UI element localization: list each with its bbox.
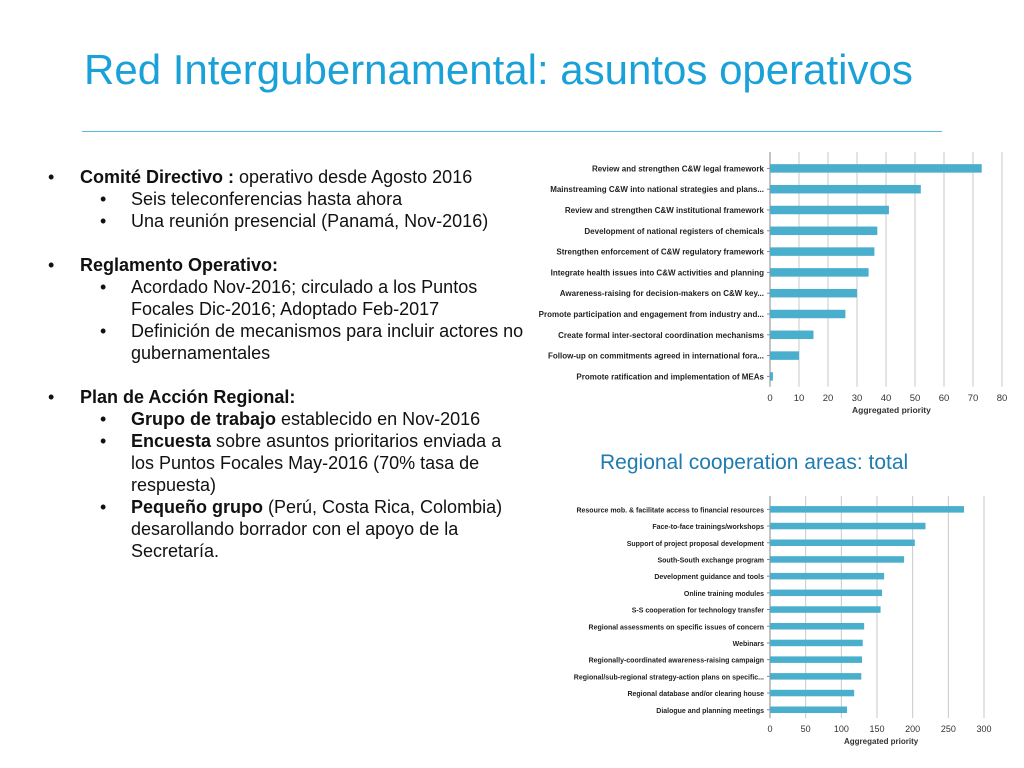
bar <box>770 247 874 256</box>
category-label: Resource mob. & facilitate access to financial resources <box>576 507 764 515</box>
bar <box>770 310 845 319</box>
sub-item: • Seis teleconferencias hasta ahora <box>80 188 528 210</box>
x-tick-label: 250 <box>940 724 956 735</box>
category-label: Mainstreaming C&W into national strategies and plans... <box>550 185 764 195</box>
bar <box>770 640 863 647</box>
x-tick-label: 150 <box>869 724 885 735</box>
x-tick-label: 30 <box>851 392 863 404</box>
category-label: South-South exchange program <box>657 557 764 565</box>
x-tick-label: 10 <box>793 392 805 404</box>
bar <box>770 289 857 298</box>
category-label: Review and strengthen C&W institutional framework <box>564 206 764 215</box>
x-tick-label: 200 <box>905 724 921 735</box>
category-label: Regional assessments on specific issues of concern <box>588 624 764 632</box>
bar <box>770 206 889 215</box>
slide-title: Red Intergubernamental: asuntos operativos <box>84 46 913 93</box>
sub-item: • Acordado Nov-2016; circulado a los Puntos Focales Dic-2016; Adoptado Feb-2017 <box>80 276 528 320</box>
x-tick-label: 40 <box>880 392 892 404</box>
x-axis-label: Aggregated priority <box>844 737 919 747</box>
bar <box>770 707 847 714</box>
category-label: Regional database and/or clearing house <box>627 691 764 699</box>
bar <box>770 690 854 697</box>
bullet-heading: Plan de Acción Regional: <box>80 387 296 407</box>
bullet-heading: Comité Directivo : <box>80 167 235 187</box>
category-label: Promote ratification and implementation of MEAs <box>576 372 764 382</box>
x-tick-label: 50 <box>800 724 811 735</box>
title-divider <box>82 131 942 132</box>
category-label: Strengthen enforcement of C&W regulatory framework <box>556 247 764 257</box>
category-label: Follow-up on commitments agreed in international fora... <box>547 351 764 361</box>
bullet-list <box>48 166 528 562</box>
category-label: Regional/sub-regional strategy-action plans on specific... <box>573 674 764 682</box>
x-tick-label: 70 <box>967 392 979 404</box>
bar <box>770 506 964 512</box>
bullet-heading-rest: operativo desde Agosto 2016 <box>234 167 473 187</box>
sub-item: • Pequeño grupo (Perú, Costa Rica, Colombia) desarollando borrador con el apoyo de la Secretaría. <box>80 496 528 562</box>
bar <box>770 523 926 530</box>
x-tick-label: 0 <box>767 724 773 735</box>
category-label: Dialogue and planning meetings <box>656 707 764 715</box>
bar <box>770 556 904 563</box>
bullet-operating-rules <box>48 254 528 364</box>
bar <box>770 227 877 236</box>
x-axis-label: Aggregated priority <box>852 404 931 415</box>
category-label: S-S cooperation for technology transfer <box>631 607 764 615</box>
category-label: Development of national registers of chemicals <box>584 226 764 236</box>
bar <box>770 372 773 381</box>
category-label: Review and strengthen C&W legal framework <box>591 164 764 174</box>
category-label: Webinars <box>732 640 764 648</box>
category-label: Face-to-face trainings/workshops <box>652 524 764 532</box>
category-label: Regionally-coordinated awareness-raising campaign <box>588 657 764 665</box>
bar <box>770 656 862 663</box>
sub-item: • Una reunión presencial (Panamá, Nov-2016) <box>80 210 528 232</box>
x-tick-label: 60 <box>938 392 950 404</box>
bar <box>770 164 982 173</box>
bar <box>770 268 869 277</box>
priorities-bar-chart <box>536 150 1012 420</box>
x-tick-label: 80 <box>996 392 1008 404</box>
category-label: Integrate health issues into C&W activities and planning <box>550 268 764 278</box>
bar <box>770 540 915 547</box>
category-label: Development guidance and tools <box>654 574 764 582</box>
x-tick-label: 0 <box>767 392 773 404</box>
bar <box>770 590 882 597</box>
bar <box>770 673 861 680</box>
x-tick-label: 300 <box>976 724 992 735</box>
bar <box>770 331 814 340</box>
bullet-steering-committee <box>48 166 528 232</box>
bullet-heading: Reglamento Operativo: <box>80 255 279 275</box>
x-tick-label: 100 <box>833 724 849 735</box>
category-label: Support of project proposal development <box>626 540 764 548</box>
category-label: Create formal inter-sectoral coordination mechanisms <box>558 330 764 340</box>
category-label: Awareness-raising for decision-makers on C&W key... <box>559 289 764 299</box>
category-label: Promote participation and engagement from industry and... <box>538 310 764 319</box>
sub-list <box>80 276 528 364</box>
x-tick-label: 50 <box>909 392 921 404</box>
x-tick-label: 20 <box>822 392 834 404</box>
bar <box>770 606 881 613</box>
sub-item: • Grupo de trabajo establecido en Nov-2016 <box>80 408 528 430</box>
bullet-regional-action-plan <box>48 386 528 562</box>
sub-item: • Definición de mecanismos para incluir actores no gubernamentales <box>80 320 528 364</box>
bar <box>770 351 799 360</box>
chart-title: Regional cooperation areas: total <box>600 451 909 474</box>
cooperation-bar-chart <box>536 496 1012 758</box>
sub-item: • Encuesta sobre asuntos prioritarios enviada a los Puntos Focales May-2016 (70% tasa de respuesta) <box>80 430 528 496</box>
bar <box>770 623 864 630</box>
category-label: Online training modules <box>683 590 764 598</box>
sub-list <box>80 188 528 232</box>
bar <box>770 185 921 194</box>
sub-list <box>80 408 528 562</box>
bar <box>770 573 884 580</box>
